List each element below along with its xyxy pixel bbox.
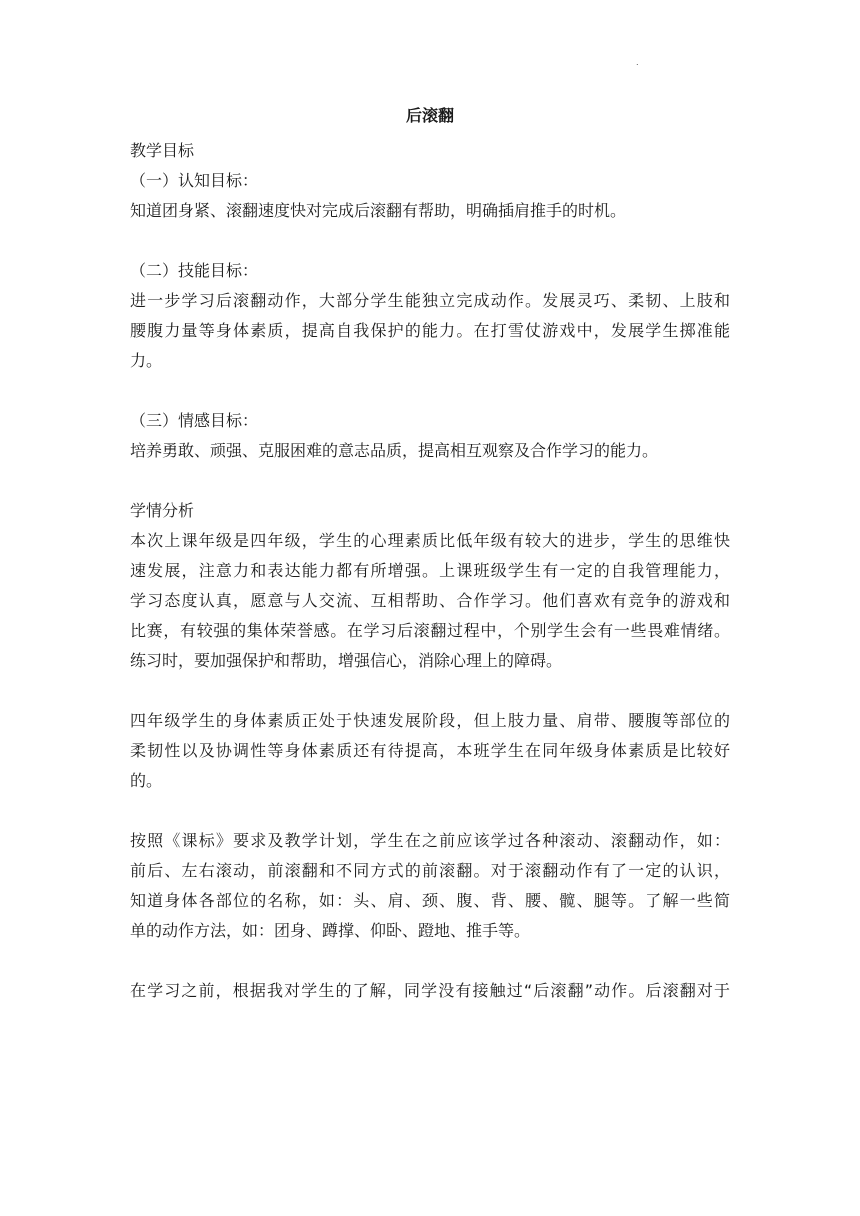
learner-analysis-line: 按照《课标》要求及教学计划，学生在之前应该学过各种滚动、滚翻动作，如： <box>130 831 730 850</box>
learner-analysis-line: 的。 <box>130 771 163 790</box>
skill-goal-line: 力。 <box>130 351 163 370</box>
affective-goal-heading: （三）情感目标： <box>130 411 259 430</box>
learner-analysis-line: 前后、左右滚动，前滚翻和不同方式的前滚翻。对于滚翻动作有了一定的认识， <box>130 861 730 880</box>
learner-analysis-line: 速发展，注意力和表达能力都有所增强。上课班级学生有一定的自我管理能力， <box>130 561 730 580</box>
paragraph-gap <box>130 466 730 496</box>
learner-analysis-line: 知道身体各部位的名称，如：头、肩、颈、腹、背、腰、髋、腿等。了解一些简 <box>130 891 730 910</box>
document-title: 后滚翻 <box>405 106 454 125</box>
learner-analysis-line: 单的动作方法，如：团身、蹲撑、仰卧、蹬地、推手等。 <box>130 921 531 940</box>
learner-analysis-line: 在学习之前，根据我对学生的了解，同学没有接触过“后滚翻”动作。后滚翻对于 <box>130 981 730 1000</box>
section-heading-teaching-goals: 教学目标 <box>130 141 195 160</box>
skill-goal-line: 腰腹力量等身体素质，提高自我保护的能力。在打雪仗游戏中，发展学生掷准能 <box>130 321 730 340</box>
learner-analysis-line: 本次上课年级是四年级，学生的心理素质比低年级有较大的进步，学生的思维快 <box>130 531 730 550</box>
paragraph-gap <box>130 796 730 826</box>
skill-goal-line: 进一步学习后滚翻动作，大部分学生能独立完成动作。发展灵巧、柔韧、上肢和 <box>130 291 730 310</box>
paragraph-gap <box>130 946 730 976</box>
affective-goal-line: 培养勇敢、顽强、克服困难的意志品质，提高相互观察及合作学习的能力。 <box>130 441 659 460</box>
learner-analysis-line: 学习态度认真，愿意与人交流、互相帮助、合作学习。他们喜欢有竞争的游戏和 <box>130 591 730 610</box>
paragraph-gap <box>130 376 730 406</box>
section-heading-learner-analysis: 学情分析 <box>130 501 195 520</box>
corner-mark: . <box>636 58 639 67</box>
learner-analysis-line: 练习时，要加强保护和帮助，增强信心，消除心理上的障碍。 <box>130 651 563 670</box>
learner-analysis-line: 比赛，有较强的集体荣誉感。在学习后滚翻过程中，个别学生会有一些畏难情绪。 <box>130 621 730 640</box>
paragraph-gap <box>130 676 730 706</box>
learner-analysis-line: 四年级学生的身体素质正处于快速发展阶段，但上肢力量、肩带、腰腹等部位的 <box>130 711 730 730</box>
paragraph-gap <box>130 226 730 256</box>
skill-goal-heading: （二）技能目标： <box>130 261 259 280</box>
learner-analysis-line: 柔韧性以及协调性等身体素质还有待提高，本班学生在同年级身体素质是比较好 <box>130 741 730 760</box>
document-body <box>130 136 730 1006</box>
cognitive-goal-heading: （一）认知目标： <box>130 171 259 190</box>
cognitive-goal-line: 知道团身紧、滚翻速度快对完成后滚翻有帮助，明确插肩推手的时机。 <box>130 201 627 220</box>
